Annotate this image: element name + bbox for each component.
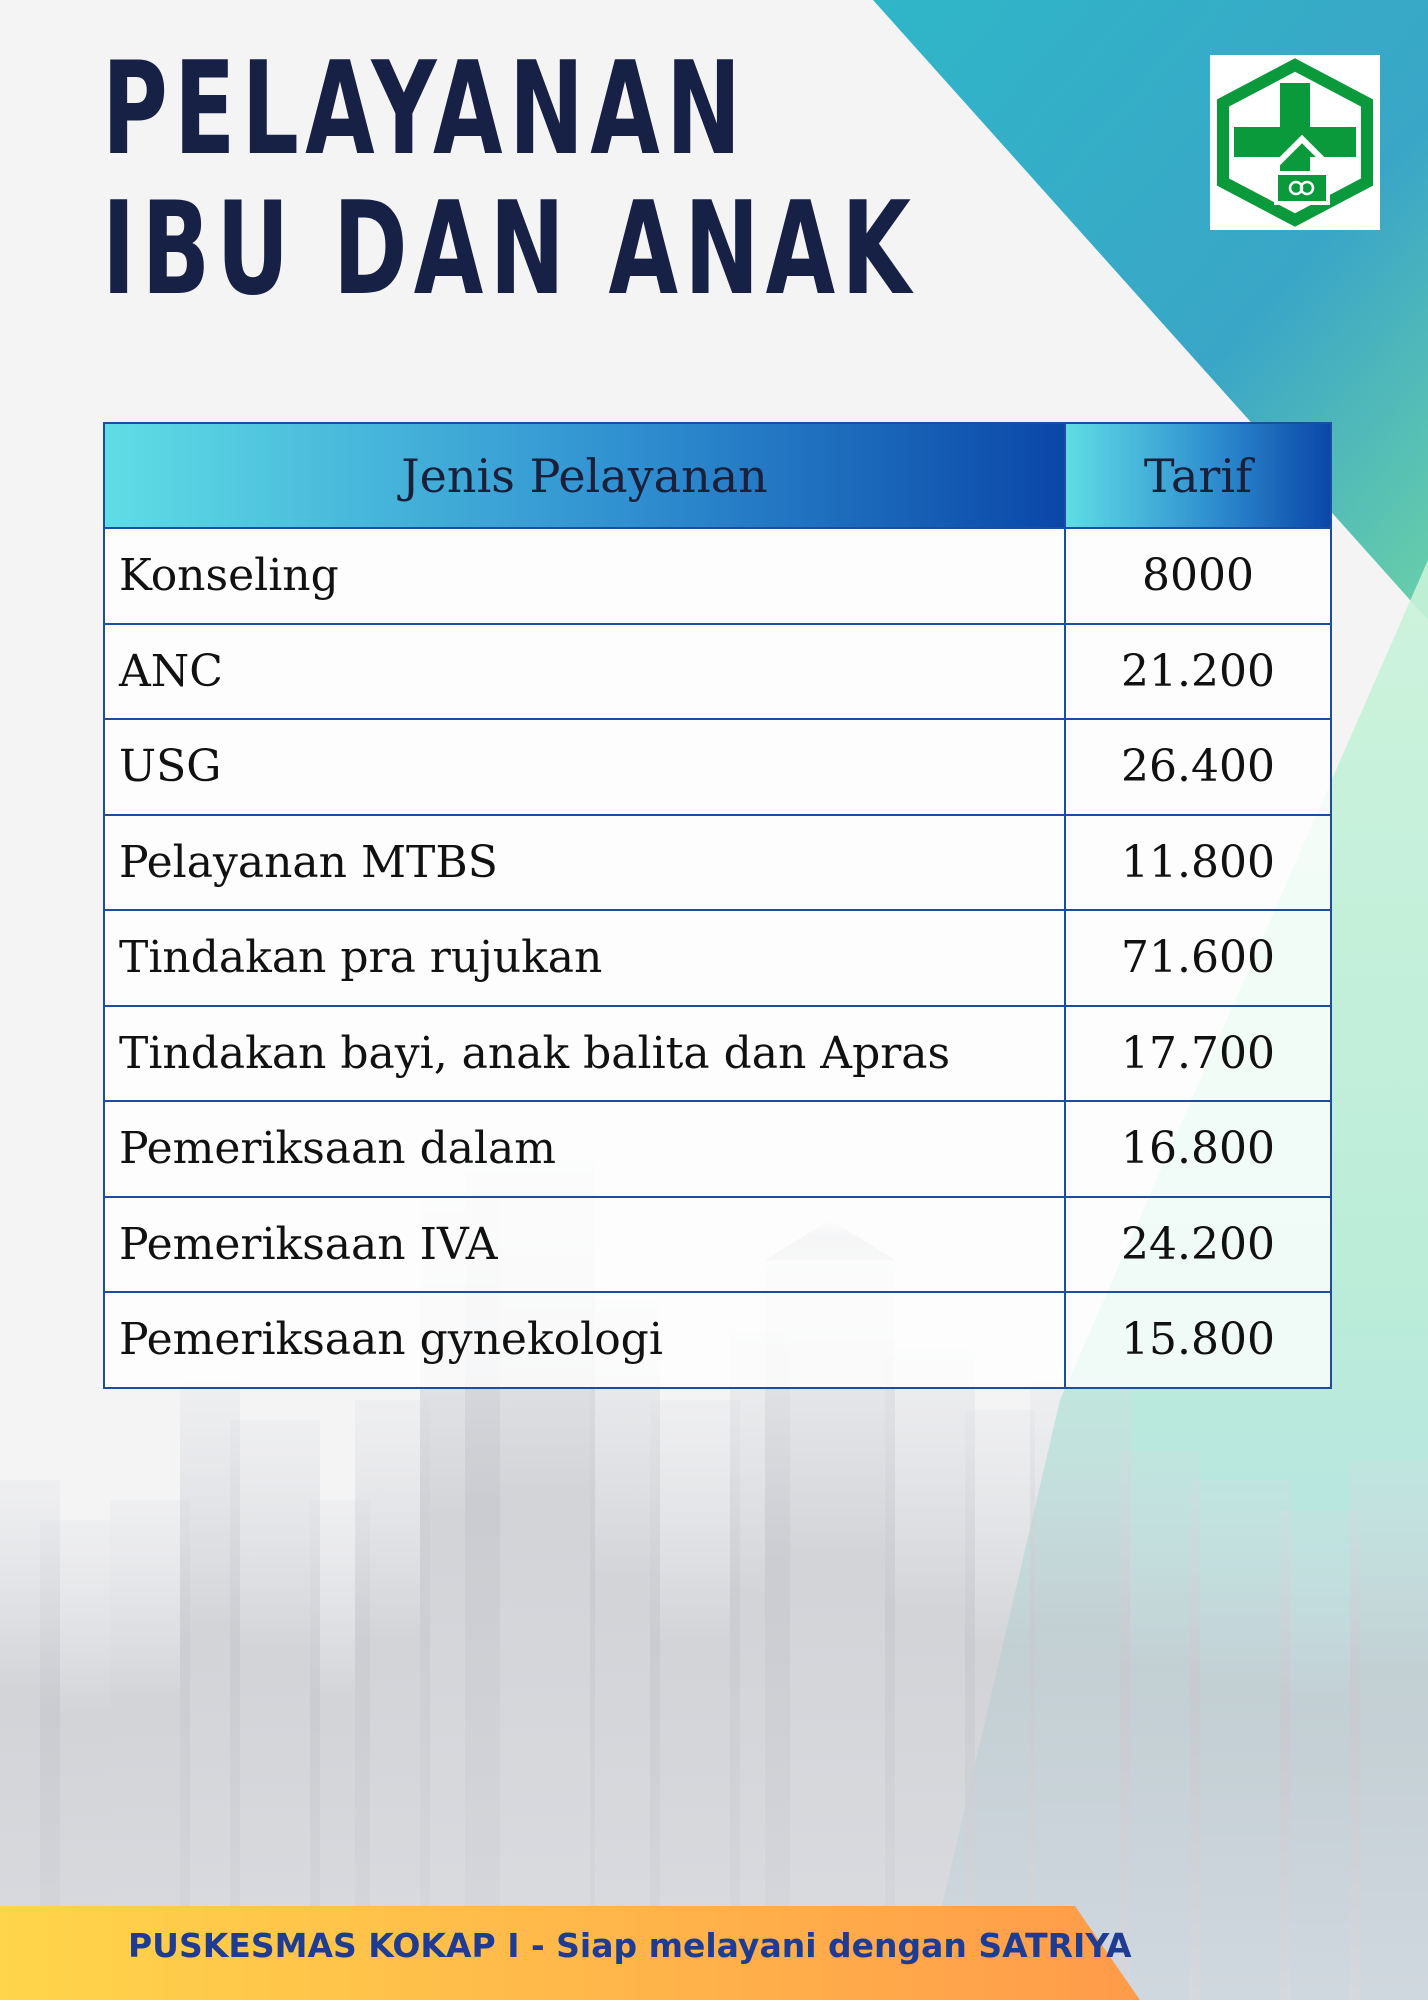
service-price: 17.700 bbox=[1065, 1006, 1331, 1102]
header-price: Tarif bbox=[1065, 423, 1331, 528]
service-name: Tindakan pra rujukan bbox=[104, 910, 1065, 1006]
table-row bbox=[104, 1292, 1331, 1388]
tariff-table bbox=[103, 422, 1332, 1389]
footer-band bbox=[0, 1906, 1428, 2000]
table-row bbox=[104, 910, 1331, 1006]
service-name: ANC bbox=[104, 624, 1065, 720]
service-price: 21.200 bbox=[1065, 624, 1331, 720]
table-row bbox=[104, 1197, 1331, 1293]
service-name: Pemeriksaan gynekologi bbox=[104, 1292, 1065, 1388]
service-price: 16.800 bbox=[1065, 1101, 1331, 1197]
page-title bbox=[102, 35, 918, 324]
service-price: 8000 bbox=[1065, 528, 1331, 624]
table-row bbox=[104, 719, 1331, 815]
service-name: USG bbox=[104, 719, 1065, 815]
service-name: Konseling bbox=[104, 528, 1065, 624]
title-line-1: PELAYANAN bbox=[102, 35, 748, 184]
table-row bbox=[104, 1006, 1331, 1102]
table-row bbox=[104, 1101, 1331, 1197]
table-row bbox=[104, 624, 1331, 720]
title-line-2: IBU DAN ANAK bbox=[102, 175, 918, 324]
service-name: Tindakan bayi, anak balita dan Apras bbox=[104, 1006, 1065, 1102]
table-row bbox=[104, 528, 1331, 624]
service-price: 15.800 bbox=[1065, 1292, 1331, 1388]
table-row bbox=[104, 815, 1331, 911]
footer-text: PUSKESMAS KOKAP I - Siap melayani dengan SATRIYA bbox=[128, 1926, 1132, 1965]
service-name: Pemeriksaan dalam bbox=[104, 1101, 1065, 1197]
puskesmas-logo-icon bbox=[1210, 55, 1380, 230]
header-service: Jenis Pelayanan bbox=[104, 423, 1065, 528]
service-name: Pelayanan MTBS bbox=[104, 815, 1065, 911]
service-price: 71.600 bbox=[1065, 910, 1331, 1006]
service-price: 24.200 bbox=[1065, 1197, 1331, 1293]
service-price: 26.400 bbox=[1065, 719, 1331, 815]
puskesmas-logo bbox=[1210, 55, 1380, 230]
service-name: Pemeriksaan IVA bbox=[104, 1197, 1065, 1293]
table-header-row bbox=[104, 423, 1331, 528]
service-price: 11.800 bbox=[1065, 815, 1331, 911]
